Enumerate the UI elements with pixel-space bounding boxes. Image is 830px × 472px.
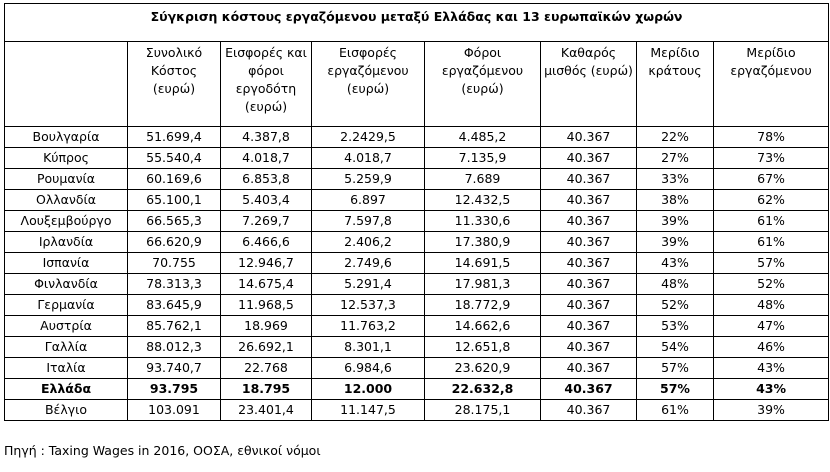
cell-net: 40.367	[541, 232, 637, 253]
table-row	[5, 295, 829, 316]
cell-employee-contrib: 7.597,8	[312, 211, 425, 232]
cell-employer: 5.403,4	[221, 190, 312, 211]
cell-net: 40.367	[541, 295, 637, 316]
cell-country: Ολλανδία	[5, 190, 128, 211]
cell-employee-share: 39%	[714, 400, 829, 421]
column-header-employee-taxes: Φόροι εργαζόμενου (ευρώ)	[425, 42, 541, 127]
cell-state-share: 33%	[637, 169, 714, 190]
cell-total-cost: 103.091	[128, 400, 221, 421]
cell-net: 40.367	[541, 253, 637, 274]
cell-employee-tax: 22.632,8	[425, 379, 541, 400]
cell-employee-tax: 23.620,9	[425, 358, 541, 379]
cell-employer: 22.768	[221, 358, 312, 379]
table-body	[5, 127, 829, 421]
cell-state-share: 48%	[637, 274, 714, 295]
cell-employee-tax: 14.691,5	[425, 253, 541, 274]
cell-employee-tax: 12.651,8	[425, 337, 541, 358]
cell-employee-tax: 18.772,9	[425, 295, 541, 316]
cell-state-share: 57%	[637, 379, 714, 400]
table-title: Σύγκριση κόστους εργαζόμενου μεταξύ Ελλάδας και 13 ευρωπαϊκών χωρών	[5, 4, 829, 42]
cell-employee-contrib: 2.406,2	[312, 232, 425, 253]
cell-employee-share: 47%	[714, 316, 829, 337]
cell-employee-share: 73%	[714, 148, 829, 169]
cell-employer: 18.969	[221, 316, 312, 337]
cell-total-cost: 78.313,3	[128, 274, 221, 295]
cell-country: Βουλγαρία	[5, 127, 128, 148]
cell-state-share: 39%	[637, 211, 714, 232]
cell-country: Φινλανδία	[5, 274, 128, 295]
cell-country: Γερμανία	[5, 295, 128, 316]
cell-net: 40.367	[541, 358, 637, 379]
table-row	[5, 127, 829, 148]
table-row	[5, 274, 829, 295]
cell-employee-contrib: 4.018,7	[312, 148, 425, 169]
cell-net: 40.367	[541, 316, 637, 337]
cell-country: Ισπανία	[5, 253, 128, 274]
table-row	[5, 316, 829, 337]
cell-employee-tax: 4.485,2	[425, 127, 541, 148]
cell-net: 40.367	[541, 127, 637, 148]
cell-total-cost: 55.540,4	[128, 148, 221, 169]
column-header-employee-share: Μερίδιο εργαζόμενου	[714, 42, 829, 127]
cell-employer: 26.692,1	[221, 337, 312, 358]
table-header-row	[5, 42, 829, 127]
cell-employee-contrib: 11.763,2	[312, 316, 425, 337]
cell-state-share: 27%	[637, 148, 714, 169]
cell-employee-share: 61%	[714, 211, 829, 232]
cell-state-share: 39%	[637, 232, 714, 253]
table-row	[5, 400, 829, 421]
cell-total-cost: 51.699,4	[128, 127, 221, 148]
cell-employee-contrib: 11.147,5	[312, 400, 425, 421]
table-row	[5, 232, 829, 253]
cell-employee-tax: 28.175,1	[425, 400, 541, 421]
cell-employee-share: 57%	[714, 253, 829, 274]
cell-state-share: 53%	[637, 316, 714, 337]
cell-state-share: 43%	[637, 253, 714, 274]
cell-country: Αυστρία	[5, 316, 128, 337]
cell-net: 40.367	[541, 400, 637, 421]
cell-employee-contrib: 12.000	[312, 379, 425, 400]
cell-employer: 23.401,4	[221, 400, 312, 421]
cost-comparison-table	[4, 3, 829, 421]
cell-total-cost: 66.565,3	[128, 211, 221, 232]
cell-state-share: 54%	[637, 337, 714, 358]
cell-employee-share: 61%	[714, 232, 829, 253]
cell-total-cost: 65.100,1	[128, 190, 221, 211]
cell-total-cost: 66.620,9	[128, 232, 221, 253]
cell-employee-contrib: 2.2429,5	[312, 127, 425, 148]
cost-comparison-table-container	[4, 3, 829, 421]
cell-employee-share: 78%	[714, 127, 829, 148]
cell-employee-share: 43%	[714, 379, 829, 400]
cell-employer: 4.387,8	[221, 127, 312, 148]
cell-net: 40.367	[541, 274, 637, 295]
cell-country: Ιρλανδία	[5, 232, 128, 253]
cell-employee-contrib: 6.897	[312, 190, 425, 211]
cell-employee-contrib: 2.749,6	[312, 253, 425, 274]
cell-employee-share: 43%	[714, 358, 829, 379]
cell-employee-share: 48%	[714, 295, 829, 316]
cell-employer: 6.853,8	[221, 169, 312, 190]
column-header-employee-contributions: Εισφορές εργαζόμενου (ευρώ)	[312, 42, 425, 127]
cell-employee-share: 46%	[714, 337, 829, 358]
cell-state-share: 57%	[637, 358, 714, 379]
table-row	[5, 169, 829, 190]
cell-total-cost: 83.645,9	[128, 295, 221, 316]
table-row	[5, 211, 829, 232]
cell-employer: 6.466,6	[221, 232, 312, 253]
cell-employee-share: 62%	[714, 190, 829, 211]
cell-state-share: 61%	[637, 400, 714, 421]
source-note: Πηγή : Taxing Wages in 2016, ΟΟΣΑ, εθνικοί νόμοι	[4, 443, 321, 458]
cell-country: Ρουμανία	[5, 169, 128, 190]
table-row	[5, 190, 829, 211]
table-row	[5, 379, 829, 400]
table-row	[5, 337, 829, 358]
cell-employer: 11.968,5	[221, 295, 312, 316]
column-header-state-share: Μερίδιο κράτους	[637, 42, 714, 127]
column-header-total-cost: Συνολικό Κόστος (ευρώ)	[128, 42, 221, 127]
column-header-employer-contributions: Εισφορές και φόροι εργοδότη (ευρώ)	[221, 42, 312, 127]
cell-net: 40.367	[541, 337, 637, 358]
cell-employee-contrib: 12.537,3	[312, 295, 425, 316]
cell-employee-contrib: 5.259,9	[312, 169, 425, 190]
cell-net: 40.367	[541, 211, 637, 232]
cell-employer: 14.675,4	[221, 274, 312, 295]
cell-employer: 18.795	[221, 379, 312, 400]
column-header-country	[5, 42, 128, 127]
cell-state-share: 22%	[637, 127, 714, 148]
cell-employer: 12.946,7	[221, 253, 312, 274]
cell-total-cost: 93.795	[128, 379, 221, 400]
cell-country: Κύπρος	[5, 148, 128, 169]
cell-employee-tax: 17.380,9	[425, 232, 541, 253]
cell-country: Ελλάδα	[5, 379, 128, 400]
cell-employee-tax: 12.432,5	[425, 190, 541, 211]
table-row	[5, 148, 829, 169]
cell-employee-tax: 7.135,9	[425, 148, 541, 169]
cell-net: 40.367	[541, 148, 637, 169]
cell-total-cost: 70.755	[128, 253, 221, 274]
cell-employer: 4.018,7	[221, 148, 312, 169]
cell-country: Λουξεμβούργο	[5, 211, 128, 232]
cell-employee-tax: 17.981,3	[425, 274, 541, 295]
cell-total-cost: 60.169,6	[128, 169, 221, 190]
cell-state-share: 52%	[637, 295, 714, 316]
cell-total-cost: 85.762,1	[128, 316, 221, 337]
cell-employee-tax: 11.330,6	[425, 211, 541, 232]
cell-employee-contrib: 5.291,4	[312, 274, 425, 295]
cell-net: 40.367	[541, 190, 637, 211]
cell-employee-contrib: 6.984,6	[312, 358, 425, 379]
cell-employee-contrib: 8.301,1	[312, 337, 425, 358]
cell-total-cost: 93.740,7	[128, 358, 221, 379]
column-header-net-salary: Καθαρός μισθός (ευρώ)	[541, 42, 637, 127]
table-row	[5, 358, 829, 379]
cell-employee-share: 52%	[714, 274, 829, 295]
cell-net: 40.367	[541, 169, 637, 190]
cell-total-cost: 88.012,3	[128, 337, 221, 358]
cell-employee-share: 67%	[714, 169, 829, 190]
cell-employer: 7.269,7	[221, 211, 312, 232]
cell-country: Γαλλία	[5, 337, 128, 358]
cell-country: Βέλγιο	[5, 400, 128, 421]
table-row	[5, 253, 829, 274]
cell-country: Ιταλία	[5, 358, 128, 379]
cell-employee-tax: 7.689	[425, 169, 541, 190]
cell-state-share: 38%	[637, 190, 714, 211]
cell-employee-tax: 14.662,6	[425, 316, 541, 337]
cell-net: 40.367	[541, 379, 637, 400]
